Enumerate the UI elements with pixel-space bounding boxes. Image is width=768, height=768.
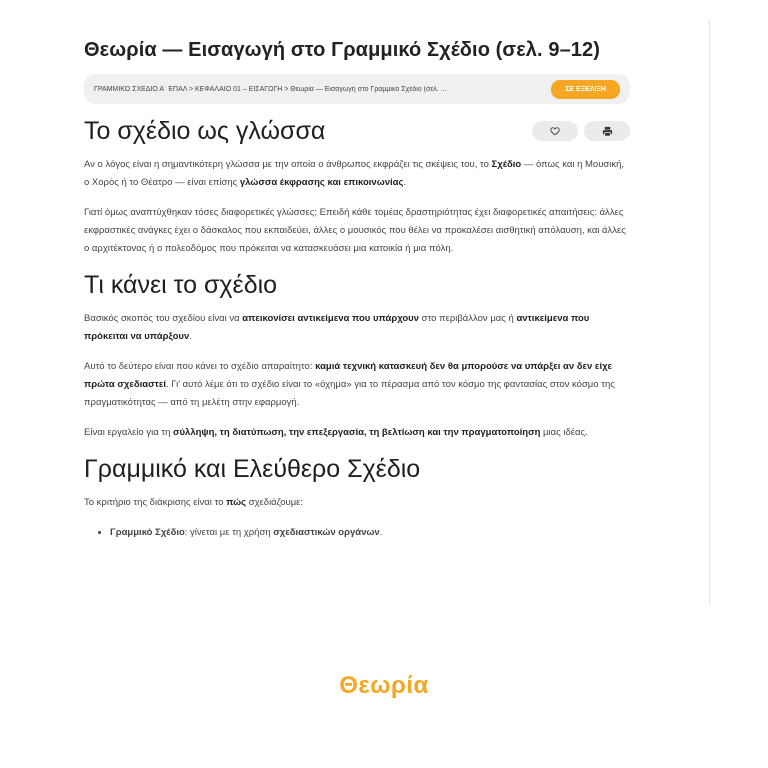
section-header-row <box>84 116 630 146</box>
action-buttons <box>532 121 630 141</box>
list-item: • Γραμμικό Σχέδιο: γίνεται με τη χρήση σχεδιαστικών οργάνων. <box>110 524 630 542</box>
section-heading: Τι κάνει το σχέδιο <box>84 271 278 299</box>
paragraph: Βασικός σκοπός του σχεδίου είναι να απεικονίσει αντικείμενα που υπάρχουν στο περιβάλλον μας ή αντικείμενα που πρόκειται να υπάρξουν. <box>84 313 590 342</box>
section-heading: Το σχέδιο ως γλώσσα <box>84 117 326 145</box>
article <box>84 38 630 542</box>
favorite-button[interactable] <box>532 121 578 141</box>
printer-icon <box>602 126 613 137</box>
paragraph: Γιατί όμως αναπτύχθηκαν τόσες διαφορετικές γλώσσες; Επειδή κάθε τομέας δραστηριότητας έχει διαφορετικές απαιτήσεις: άλλες εκφραστικές ανάγκες έχει ο δάσκαλος που εκπαιδεύει, άλλες ο μουσικός που θέλει να προκαλέσει αισθητική απόλαυση, και άλλες ο αρχιτέκτονας ή ο πολεοδόμος που πρόκειται να κατασκευάσει μια κατοικία ή μια πόλη. <box>84 207 626 254</box>
bullet-list <box>84 524 630 542</box>
breadcrumb[interactable]: ΓΡΑΜΜΙΚΟ ΣΧΕΔΙΟ Α΄ ΕΠΑΛ > ΚΕΦΑΛΑΙΟ 01 – ΕΙΣΑΓΩΓΗ > Θεωρία — Εισαγωγή στο Γραμμικό Σχέδιο (σελ. ... <box>94 85 447 93</box>
section-heading: Γραμμικό και Ελεύθερο Σχέδιο <box>84 455 421 483</box>
paragraph: Αν ο λόγος είναι η σημαντικότερη γλώσσα με την οποία ο άνθρωπος εκφράζει τις σκέψεις του, το Σχέδιο — όπως και η Μουσική, ο Χορός ή το Θέατρο — είναι επίσης γλώσσα έκφρασης και επικοινωνίας. <box>84 159 625 188</box>
footer-label: Θεωρία <box>339 672 429 699</box>
print-button[interactable] <box>584 121 630 141</box>
status-button[interactable]: ΣΕ ΕΞΕΛΙΞΗ <box>551 80 620 99</box>
breadcrumb-bar <box>84 74 630 104</box>
paragraph: Το κριτήριο της διάκρισης είναι το πώς σχεδιάζουμε: <box>84 497 304 508</box>
page-title: Θεωρία — Εισαγωγή στο Γραμμικό Σχέδιο (σελ. 9–12) <box>84 39 600 61</box>
content-divider <box>709 20 710 605</box>
paragraph: Είναι εργαλείο για τη σύλληψη, τη διατύπωση, την επεξεργασία, τη βελτίωση και την πραγματοποίηση μιας ιδέας. <box>84 427 588 438</box>
paragraph: Αυτό το δεύτερο είναι που κάνει το σχέδιο απαραίτητο: καμιά τεχνική κατασκευή δεν θα μπορούσε να υπάρξει αν δεν είχε πρώτα σχεδιαστεί. Γι' αυτό λέμε ότι το σχέδιο είναι το «όχημα» για το πέρασμα από τον κόσμο της φαντασίας στον κόσμο της πραγματικότητας — από τη μελέτη στην εφαρμογή. <box>84 361 615 408</box>
heart-icon <box>550 126 560 136</box>
